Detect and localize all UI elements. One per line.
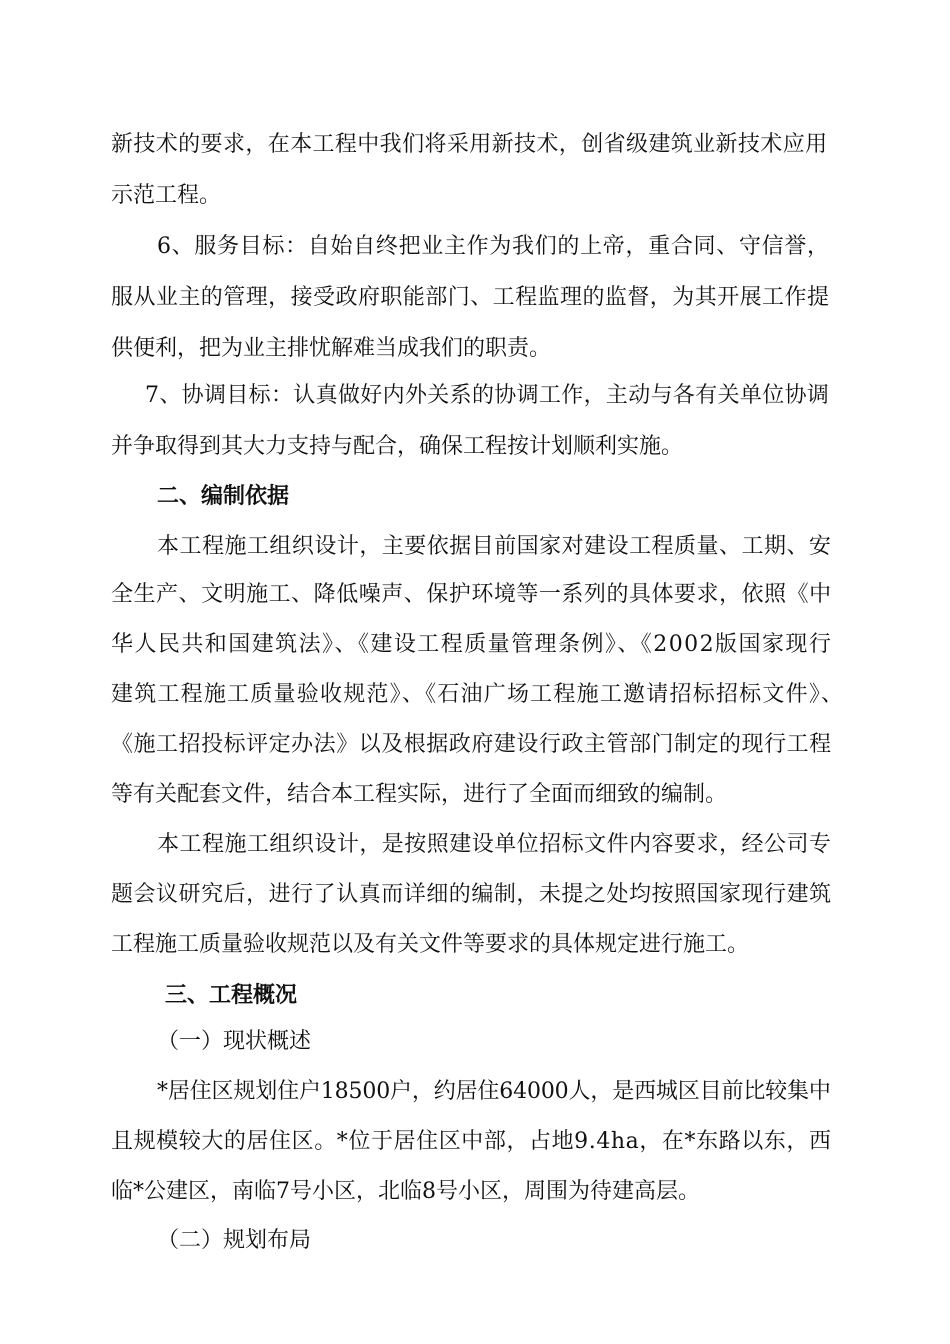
subsection-heading-layout: （二）规划布局 bbox=[157, 1228, 312, 1253]
text-line-20: *居住区规划住户18500户，约居住64000人，是西城区目前比较集中 bbox=[157, 1079, 831, 1104]
text-line-2: 示范工程。 bbox=[111, 183, 222, 208]
text-line-14: 等有关配套文件，结合本工程实际，进行了全面而细致的编制。 bbox=[111, 782, 728, 807]
text-line-4: 服从业主的管理，接受政府职能部门、工程监理的监督，为其开展工作提 bbox=[111, 285, 830, 310]
text-line-15: 本工程施工组织设计，是按照建设单位招标文件内容要求，经公司专 bbox=[157, 832, 832, 857]
text-line-1: 新技术的要求，在本工程中我们将采用新技术，创省级建筑业新技术应用 bbox=[111, 132, 828, 157]
section-heading-basis: 二、编制依据 bbox=[157, 483, 290, 509]
section-heading-overview: 三、工程概况 bbox=[165, 982, 298, 1008]
text-line-12: 建筑工程施工质量验收规范》、《石油广场工程施工邀请招标招标文件》、 bbox=[111, 682, 845, 707]
subsection-heading-status: （一）现状概述 bbox=[157, 1029, 312, 1054]
text-line-13: 《施工招投标评定办法》以及根据政府建设行政主管部门制定的现行工程 bbox=[111, 732, 832, 757]
text-line-17: 工程施工质量验收规范以及有关文件等要求的具体规定进行施工。 bbox=[111, 932, 750, 957]
text-line-11: 华人民共和国建筑法》、《建设工程质量管理条例》、《2002版国家现行 bbox=[111, 632, 833, 657]
text-line-5: 供便利，把为业主排忧解难当成我们的职责。 bbox=[111, 336, 552, 361]
text-line-9: 本工程施工组织设计，主要依据目前国家对建设工程质量、工期、安 bbox=[157, 534, 832, 559]
text-line-16: 题会议研究后，进行了认真而详细的编制，未提之处均按照国家现行建筑 bbox=[111, 882, 832, 907]
text-line-10: 全生产、文明施工、降低噪声、保护环境等一系列的具体要求，依照《中 bbox=[111, 582, 832, 607]
text-line-21: 且规模较大的居住区。*位于居住区中部，占地9.4ha，在*东路以东，西 bbox=[111, 1129, 832, 1154]
text-line-7: 并争取得到其大力支持与配合，确保工程按计划顺利实施。 bbox=[111, 434, 684, 459]
text-line-3: 6、服务目标：自始自终把业主作为我们的上帝，重合同、守信誉， bbox=[157, 234, 830, 259]
text-line-6: 7、协调目标：认真做好内外关系的协调工作，主动与各有关单位协调 bbox=[145, 383, 830, 408]
text-line-22: 临*公建区，南临7号小区，北临8号小区，周围为待建高层。 bbox=[111, 1179, 700, 1204]
